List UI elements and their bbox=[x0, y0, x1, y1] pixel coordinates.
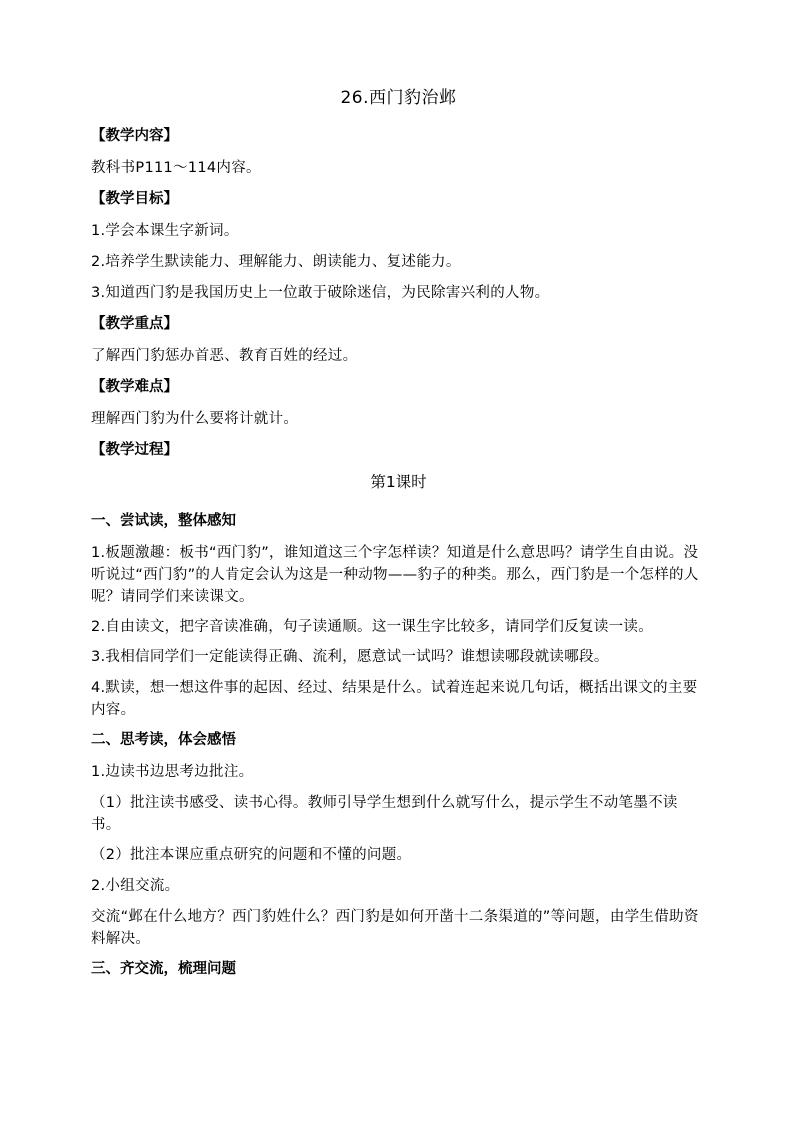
goal-item: 2.培养学生默读能力、理解能力、朗读能力、复述能力。 bbox=[91, 254, 461, 270]
part3-heading: 三、齐交流，梳理问题 bbox=[91, 961, 236, 977]
part2-item: 交流“邺在什么地方？西门豹姓什么？西门豹是如何开凿十二条渠道的”等问题，由学生借助资料解决。 bbox=[91, 909, 699, 947]
document-body bbox=[91, 86, 706, 990]
focus-text: 了解西门豹惩办首恶、教育百姓的经过。 bbox=[91, 348, 358, 364]
part2-heading: 二、思考读，体会感悟 bbox=[91, 732, 236, 748]
goal-item: 1.学会本课生字新词。 bbox=[91, 223, 239, 239]
difficulty-text: 理解西门豹为什么要将计就计。 bbox=[91, 411, 299, 427]
part1-item: 4.默读，想一想这件事的起因、经过、结果是什么。试着连起来说几句话，概括出课文的主要内容。 bbox=[91, 680, 698, 718]
lesson-title: 第1课时 bbox=[370, 473, 427, 491]
section-heading-focus: 【教学重点】 bbox=[91, 316, 178, 332]
page-title: 26.西门豹治邺 bbox=[340, 88, 457, 108]
section-heading-process: 【教学过程】 bbox=[91, 442, 178, 458]
part2-item: 2.小组交流。 bbox=[91, 878, 180, 894]
section-heading-difficulty: 【教学难点】 bbox=[91, 379, 178, 395]
goal-item: 3.知道西门豹是我国历史上一位敢于破除迷信，为民除害兴利的人物。 bbox=[91, 285, 550, 301]
part2-item: 1.边读书边思考边批注。 bbox=[91, 764, 254, 780]
part2-item: （1）批注读书感受、读书心得。教师引导学生想到什么就写什么，提示学生不动笔墨不读书。 bbox=[91, 795, 678, 833]
part1-item: 2.自由读文，把字音读准确，句子读通顺。这一课生字比较多，请同学们反复读一读。 bbox=[91, 619, 654, 635]
part1-item: 1.板题激趣：板书“西门豹”，谁知道这三个字怎样读？知道是什么意思吗？请学生自由说。没听说过“西门豹”的人肯定会认为这是一种动物——豹子的种类。那么，西门豹是一个怎样的人呢？请同学们来读课文。 bbox=[91, 545, 699, 605]
section-heading-goals: 【教学目标】 bbox=[91, 191, 178, 207]
section-heading-content: 【教学内容】 bbox=[91, 128, 178, 144]
part1-heading: 一、尝试读，整体感知 bbox=[91, 513, 236, 529]
part2-item: （2）批注本课应重点研究的问题和不懂的问题。 bbox=[91, 847, 412, 863]
content-text: 教科书P111～114内容。 bbox=[91, 160, 261, 176]
part1-item: 3.我相信同学们一定能读得正确、流利，愿意试一试吗？谁想读哪段就读哪段。 bbox=[91, 649, 609, 665]
